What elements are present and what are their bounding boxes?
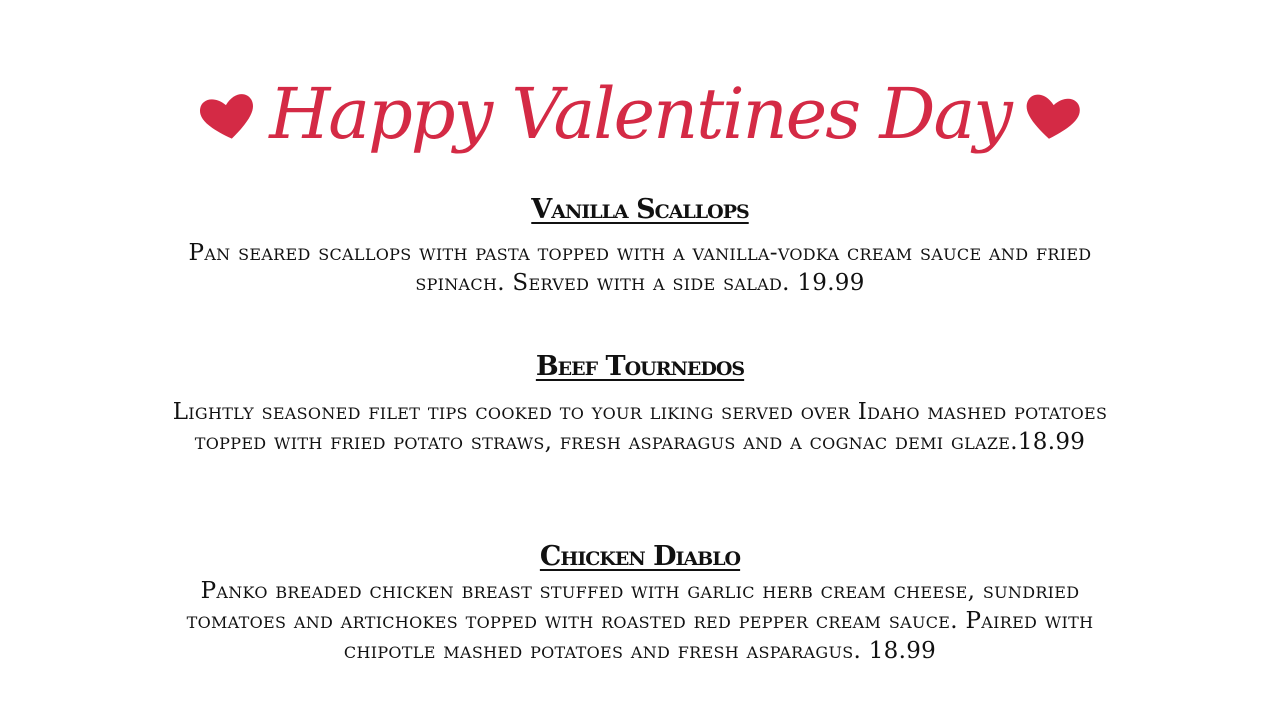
menu-item-name: Beef Tournedos: [535, 351, 745, 382]
menu-item-description: Panko breaded chicken breast stuffed with garlic herb cream cheese, sundried tomatoes and artichokes topped with roasted red pepper cream sauce. Paired with chipotle mashed potatoes and fresh asparagus. 18.99: [186, 578, 1094, 664]
header-banner: [0, 58, 1280, 170]
menu-item-heading-container: [0, 196, 1280, 223]
page-title: Happy Valentines Day: [269, 73, 1011, 155]
header-inner: [199, 73, 1081, 155]
menu-item-heading-container: [0, 353, 1280, 380]
menu-item-name: Vanilla Scallops: [531, 194, 749, 225]
heart-icon: [1020, 89, 1084, 145]
heart-icon: [195, 88, 260, 145]
menu-item-description: Pan seared scallops with pasta topped with a vanilla-vodka cream sauce and fried spinach. Served with a side salad. 19.99: [188, 240, 1092, 296]
menu-item-description: Lightly seasoned filet tips cooked to your liking served over Idaho mashed potatoes topped with fried potato straws, fresh asparagus and a cognac demi glaze.18.99: [172, 399, 1108, 455]
menu-item-heading-container: [0, 543, 1280, 570]
menu-item-name: Chicken Diablo: [539, 541, 741, 572]
